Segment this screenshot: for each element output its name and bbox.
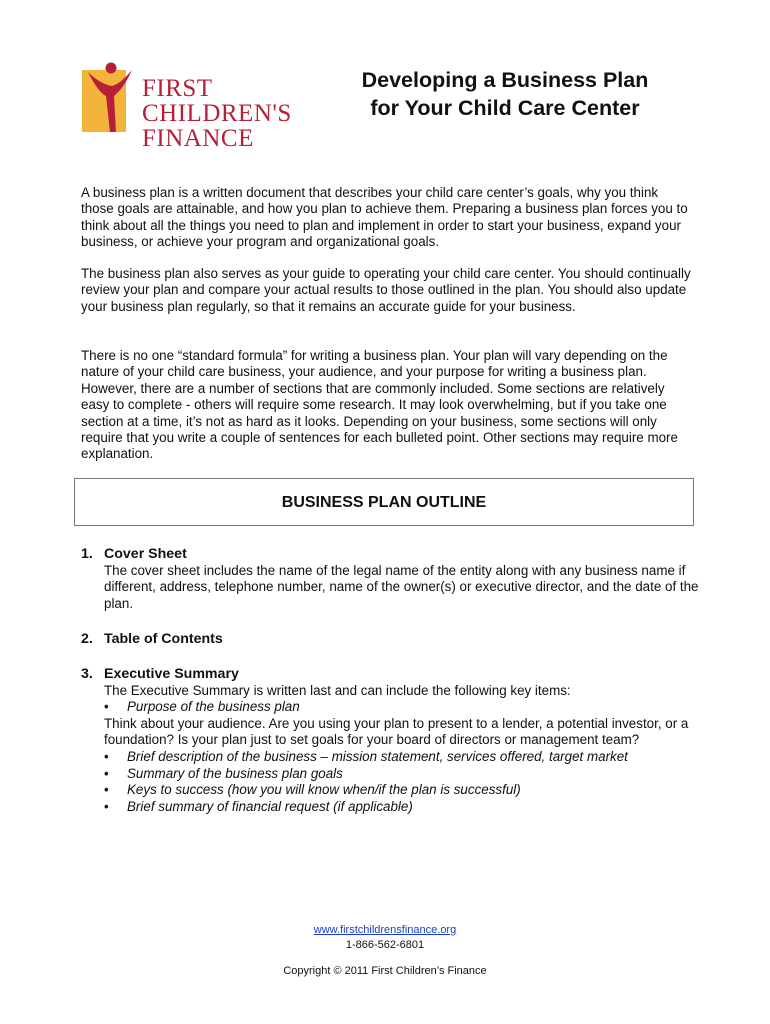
outline-header-box [74,478,694,526]
title-line-2: for Your Child Care Center [370,96,640,120]
section-title: Table of Contents [104,631,223,647]
bullet-text: Keys to success (how you will know when/if the plan is successful) [127,782,521,798]
logo-line-1: FIRST [142,75,213,102]
section-title: Executive Summary [104,666,239,682]
logo-line-3: FINANCE [142,125,254,152]
section-heading [81,666,701,683]
outline-title: BUSINESS PLAN OUTLINE [281,494,487,511]
bullet-icon: • [104,782,109,798]
section-body: The Executive Summary is written last and can include the following key items: [104,682,571,698]
list-item [81,799,701,816]
bullet-text: Purpose of the business plan [127,699,300,715]
section-number: 2. [81,631,93,647]
bullet-text: Brief summary of financial request (if applicable) [127,798,413,814]
child-figure-icon [80,62,140,132]
section-number: 1. [81,546,93,562]
footer-copyright: Copyright © 2011 First Children’s Finance [283,965,487,977]
logo [80,62,300,158]
page-title [340,66,670,122]
logo-wordmark [142,76,292,151]
logo-line-2: CHILDREN'S [142,100,292,127]
bullet-icon: • [104,765,109,781]
bullet-icon: • [104,748,109,764]
section-cover-sheet [81,546,701,612]
list-item [81,699,701,716]
section-heading [81,631,701,648]
list-item [81,782,701,799]
section-number: 3. [81,666,93,682]
section-note: Think about your audience. Are you using your plan to present to a lender, a potential investor, or a foundation? Is your plan just to set goals for your board of directors or management team? [104,715,689,748]
section-body: The cover sheet includes the name of the legal name of the entity along with any business name if different, address, telephone number, name of the owner(s) or executive director, and the date of the plan. [104,562,699,611]
footer-phone: 1-866-562-6801 [345,939,425,951]
title-line-1: Developing a Business Plan [361,68,649,92]
list-item [81,749,701,766]
bullet-text: Brief description of the business – mission statement, services offered, target market [127,748,628,764]
bullet-icon: • [104,798,109,814]
section-heading [81,546,701,563]
intro-paragraph-1: A business plan is a written document that describes your child care center’s goals, why you think those goals are attainable, and how you plan to achieve them. Preparing a business plan forces you to think about all the things you need to plan and implement in order to start your business, expand your business, or achieve your program and organizational goals. [81,185,688,250]
section-table-of-contents [81,631,701,648]
bullet-text: Summary of the business plan goals [127,765,343,781]
list-item [81,766,701,783]
intro-paragraph-3: There is no one “standard formula” for writing a business plan. Your plan will vary depending on the nature of your child care business, your audience, and your purpose for writing a business plan. However, there are a number of sections that are commonly included. Some sections are relatively easy to complete - others will require some research. It may look overwhelming, but if you take one section at a time, it’s not as hard as it looks. Depending on your business, some sections will only require that you write a couple of sentences for each bulleted point. Other sections may require more explanation. [81,348,678,462]
section-title: Cover Sheet [104,546,187,562]
intro-paragraph-2: The business plan also serves as your guide to operating your child care center. You should continually review your plan and compare your actual results to those outlined in the plan. You should also update your business plan regularly, so that it remains an accurate guide for your business. [81,266,691,314]
section-executive-summary [81,666,701,815]
bullet-icon: • [104,699,109,715]
footer-website-link[interactable]: www.firstchildrensfinance.org [313,924,457,936]
